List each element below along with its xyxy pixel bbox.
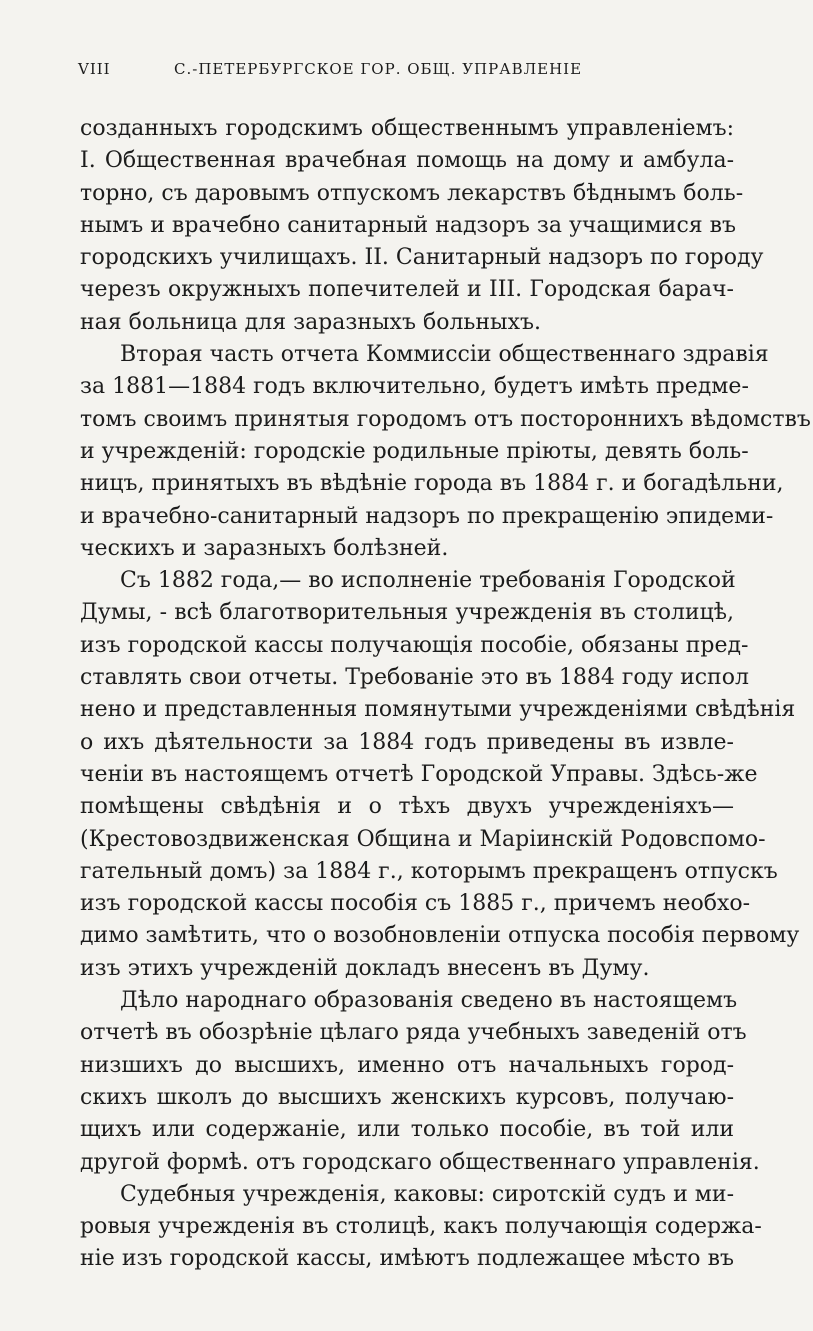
text-line: ницъ, принятыхъ въ вѣдѣніе города въ 1884 г. и богадѣльни,	[80, 471, 784, 497]
text-line: городскихъ училищахъ. II. Санитарный надзоръ по городу	[80, 245, 764, 271]
text-line: ніе изъ городской кассы, имѣютъ подлежащее мѣсто въ	[80, 1246, 734, 1272]
body-text	[80, 113, 811, 1276]
page-number: VIII	[78, 60, 111, 78]
text-line: ченіи въ настоящемъ отчетѣ Городской Управы. Здѣсь-же	[80, 761, 758, 787]
text-line: помѣщены свѣдѣнія и о тѣхъ двухъ учрежденіяхъ—	[80, 794, 734, 820]
text-line: о ихъ дѣятельности за 1884 годъ приведены въ извле-	[80, 729, 734, 755]
text-line: гательный домъ) за 1884 г., которымъ прекращенъ отпускъ	[80, 858, 778, 884]
text-line: созданныхъ городскимъ общественнымъ управленіемъ:	[80, 116, 734, 141]
text-line: черезъ окружныхъ попечителей и III. Городская барач-	[80, 277, 734, 303]
paragraph-first-line: Съ 1882 года,— во исполненіе требованія Городской	[120, 568, 736, 594]
text-line: изъ городской кассы получающія пособіе, обязаны пред-	[80, 632, 749, 658]
running-title: С.-ПЕТЕРБУРГСКОЕ ГОР. ОБЩ. УПРАВЛЕНІЕ	[174, 60, 583, 78]
text-line: ставлять свои отчеты. Требованіе это въ 1884 году испол	[80, 665, 749, 691]
text-line: и учрежденій: городскіе родильные пріюты, девять боль-	[80, 438, 749, 464]
paragraph-first-line: Судебныя учрежденія, каковы: сиротскій судъ и ми-	[120, 1181, 734, 1207]
text-line: ческихъ и заразныхъ болѣзней.	[80, 535, 449, 561]
text-line: торно, съ даровымъ отпускомъ лекарствъ бѣднымъ боль-	[80, 180, 744, 206]
paragraph-first-line: Вторая часть отчета Коммиссіи общественнаго здравія	[120, 342, 769, 368]
text-line: другой формѣ. отъ городскаго общественнаго управленія.	[80, 1149, 760, 1175]
text-line: изъ городской кассы пособія съ 1885 г., причемъ необхо-	[80, 891, 751, 917]
text-line: ная больница для заразныхъ больныхъ.	[80, 309, 541, 335]
text-line: ровыя учрежденія въ столицѣ, какъ получающія содержа-	[80, 1214, 762, 1240]
paragraph-first-line: Дѣло народнаго образованія сведено въ настоящемъ	[120, 988, 738, 1014]
text-line: щихъ или содержаніе, или только пособіе, въ той или	[80, 1117, 734, 1143]
text-line: за 1881—1884 годъ включительно, будетъ имѣть предме-	[80, 374, 749, 400]
text-line: Думы, - всѣ благотворительныя учрежденія въ столицѣ,	[80, 600, 734, 626]
running-head	[78, 60, 738, 86]
text-line: димо замѣтить, что о возобновленіи отпуска пособія первому	[80, 923, 800, 949]
text-line: томъ своимъ принятыя городомъ отъ постороннихъ вѣдомствъ	[80, 406, 811, 432]
text-line: нено и представленныя помянутыми учрежденіями свѣдѣнія	[80, 697, 796, 723]
text-line: I. Общественная врачебная помощь на дому и амбула-	[80, 148, 734, 174]
text-line: (Крестовоздвиженская Община и Маріинскій Родовспомо-	[80, 826, 766, 852]
text-line: низшихъ до высшихъ, именно отъ начальныхъ город-	[80, 1052, 734, 1078]
text-line: изъ этихъ учрежденій докладъ внесенъ въ Думу.	[80, 955, 650, 981]
text-line: скихъ школъ до высшихъ женскихъ курсовъ, получаю-	[80, 1084, 734, 1110]
text-line: отчетѣ въ обозрѣніе цѣлаго ряда учебныхъ заведеній отъ	[80, 1020, 747, 1046]
text-line: и врачебно-санитарный надзоръ по прекращенію эпидеми-	[80, 503, 774, 529]
text-line: нымъ и врачебно санитарный надзоръ за учащимися въ	[80, 212, 737, 238]
